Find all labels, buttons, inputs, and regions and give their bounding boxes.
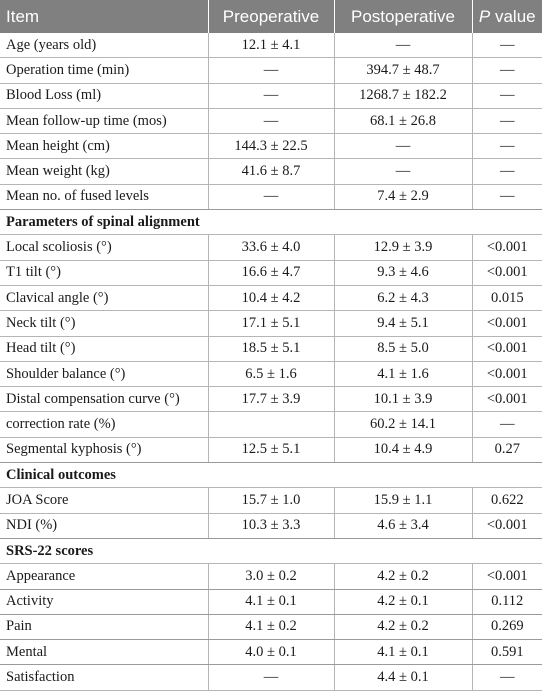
cell-p-value: <0.001 [472, 311, 542, 336]
section-heading: SRS-22 scores [0, 538, 542, 563]
header-preoperative: Preoperative [208, 0, 334, 33]
cell-item: Head tilt (°) [0, 336, 208, 361]
cell-postoperative: 1268.7 ± 182.2 [334, 83, 472, 108]
cell-preoperative: 15.7 ± 1.0 [208, 488, 334, 513]
table-row [0, 336, 542, 361]
table-row [0, 260, 542, 285]
cell-preoperative: — [208, 83, 334, 108]
cell-item: JOA Score [0, 488, 208, 513]
cell-preoperative: — [208, 108, 334, 133]
cell-item: Local scoliosis (°) [0, 235, 208, 260]
cell-item: Mean height (cm) [0, 134, 208, 159]
cell-item: Distal compensation curve (°) [0, 387, 208, 412]
cell-item: Segmental kyphosis (°) [0, 437, 208, 462]
cell-p-value: — [472, 134, 542, 159]
cell-p-value: — [472, 184, 542, 209]
cell-preoperative: 33.6 ± 4.0 [208, 235, 334, 260]
cell-postoperative: 4.2 ± 0.1 [334, 589, 472, 614]
cell-postoperative: 4.1 ± 0.1 [334, 640, 472, 665]
cell-postoperative: 4.4 ± 0.1 [334, 665, 472, 690]
section-heading: Parameters of spinal alignment [0, 210, 542, 235]
table-row [0, 564, 542, 589]
cell-p-value: <0.001 [472, 260, 542, 285]
cell-item: Activity [0, 589, 208, 614]
table-row [0, 285, 542, 310]
cell-preoperative: 16.6 ± 4.7 [208, 260, 334, 285]
table-row [0, 311, 542, 336]
cell-item: Satisfaction [0, 665, 208, 690]
section-row [0, 463, 542, 488]
cell-p-value: <0.001 [472, 387, 542, 412]
cell-p-value: <0.001 [472, 513, 542, 538]
cell-p-value: <0.001 [472, 235, 542, 260]
cell-p-value: <0.001 [472, 564, 542, 589]
cell-item: NDI (%) [0, 513, 208, 538]
cell-p-value: — [472, 108, 542, 133]
cell-item: Mean follow-up time (mos) [0, 108, 208, 133]
cell-p-value: — [472, 412, 542, 437]
table-row [0, 134, 542, 159]
table-row [0, 387, 542, 412]
header-row [0, 0, 542, 33]
cell-p-value: <0.001 [472, 361, 542, 386]
cell-p-value: — [472, 83, 542, 108]
cell-postoperative: — [334, 33, 472, 58]
cell-preoperative: 17.7 ± 3.9 [208, 387, 334, 412]
table-row [0, 589, 542, 614]
cell-item: Blood Loss (ml) [0, 83, 208, 108]
table-row [0, 361, 542, 386]
cell-item: correction rate (%) [0, 412, 208, 437]
cell-postoperative: 394.7 ± 48.7 [334, 58, 472, 83]
table-row [0, 614, 542, 639]
cell-postoperative: 4.6 ± 3.4 [334, 513, 472, 538]
cell-item: Mean no. of fused levels [0, 184, 208, 209]
table-row [0, 640, 542, 665]
header-p-letter: P [478, 6, 491, 26]
cell-postoperative: 15.9 ± 1.1 [334, 488, 472, 513]
cell-item: Mental [0, 640, 208, 665]
table-row [0, 412, 542, 437]
cell-p-value: 0.591 [472, 640, 542, 665]
cell-item: Clavical angle (°) [0, 285, 208, 310]
cell-preoperative [208, 412, 334, 437]
cell-preoperative: 10.3 ± 3.3 [208, 513, 334, 538]
cell-p-value: 0.269 [472, 614, 542, 639]
cell-postoperative: 7.4 ± 2.9 [334, 184, 472, 209]
cell-preoperative: 10.4 ± 4.2 [208, 285, 334, 310]
table-row [0, 58, 542, 83]
cell-postoperative: 10.4 ± 4.9 [334, 437, 472, 462]
cell-preoperative: 12.5 ± 5.1 [208, 437, 334, 462]
cell-preoperative: 18.5 ± 5.1 [208, 336, 334, 361]
cell-p-value: — [472, 33, 542, 58]
cell-p-value: — [472, 159, 542, 184]
cell-postoperative: 4.1 ± 1.6 [334, 361, 472, 386]
cell-preoperative: — [208, 184, 334, 209]
cell-preoperative: 41.6 ± 8.7 [208, 159, 334, 184]
header-p-suffix: value [490, 6, 536, 26]
cell-postoperative: 9.4 ± 5.1 [334, 311, 472, 336]
cell-item: Appearance [0, 564, 208, 589]
cell-postoperative: 8.5 ± 5.0 [334, 336, 472, 361]
table-row [0, 184, 542, 209]
header-item: Item [0, 0, 208, 33]
header-p-value [472, 0, 542, 33]
cell-postoperative: 10.1 ± 3.9 [334, 387, 472, 412]
cell-item: Shoulder balance (°) [0, 361, 208, 386]
cell-postoperative: 12.9 ± 3.9 [334, 235, 472, 260]
cell-preoperative: 17.1 ± 5.1 [208, 311, 334, 336]
section-heading: Clinical outcomes [0, 463, 542, 488]
table-row [0, 235, 542, 260]
cell-item: Neck tilt (°) [0, 311, 208, 336]
table-row [0, 513, 542, 538]
cell-postoperative: — [334, 134, 472, 159]
cell-postoperative: 60.2 ± 14.1 [334, 412, 472, 437]
table-row [0, 437, 542, 462]
cell-postoperative: 4.2 ± 0.2 [334, 564, 472, 589]
table-row [0, 488, 542, 513]
cell-preoperative: 12.1 ± 4.1 [208, 33, 334, 58]
cell-p-value: 0.112 [472, 589, 542, 614]
cell-preoperative: 144.3 ± 22.5 [208, 134, 334, 159]
cell-preoperative: 4.0 ± 0.1 [208, 640, 334, 665]
cell-item: Mean weight (kg) [0, 159, 208, 184]
section-row [0, 538, 542, 563]
table-row [0, 108, 542, 133]
cell-p-value: — [472, 665, 542, 690]
cell-preoperative: 3.0 ± 0.2 [208, 564, 334, 589]
cell-item: Age (years old) [0, 33, 208, 58]
cell-postoperative: 4.2 ± 0.2 [334, 614, 472, 639]
cell-postoperative: — [334, 159, 472, 184]
cell-p-value: <0.001 [472, 336, 542, 361]
cell-postoperative: 9.3 ± 4.6 [334, 260, 472, 285]
cell-p-value: 0.015 [472, 285, 542, 310]
cell-preoperative: — [208, 665, 334, 690]
table-row [0, 83, 542, 108]
cell-postoperative: 68.1 ± 26.8 [334, 108, 472, 133]
cell-p-value: 0.27 [472, 437, 542, 462]
cell-preoperative: 6.5 ± 1.6 [208, 361, 334, 386]
cell-preoperative: 4.1 ± 0.1 [208, 589, 334, 614]
cell-item: Operation time (min) [0, 58, 208, 83]
cell-item: Pain [0, 614, 208, 639]
table-row [0, 665, 542, 690]
cell-p-value: 0.622 [472, 488, 542, 513]
cell-preoperative: 4.1 ± 0.2 [208, 614, 334, 639]
header-postoperative: Postoperative [334, 0, 472, 33]
cell-item: T1 tilt (°) [0, 260, 208, 285]
cell-preoperative: — [208, 58, 334, 83]
cell-postoperative: 6.2 ± 4.3 [334, 285, 472, 310]
table-row [0, 33, 542, 58]
table-row [0, 159, 542, 184]
cell-p-value: — [472, 58, 542, 83]
section-row [0, 210, 542, 235]
